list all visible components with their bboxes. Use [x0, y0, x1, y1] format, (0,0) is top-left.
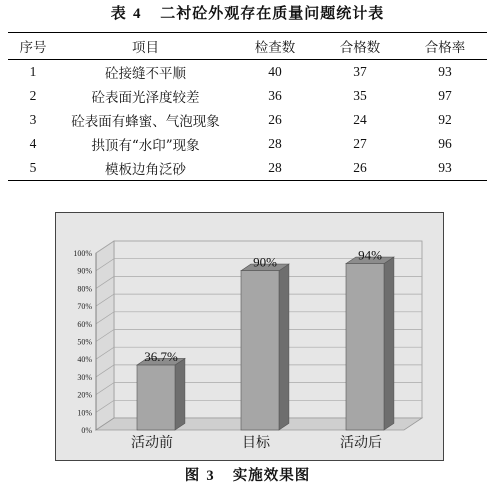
- cell-index: 3: [29, 112, 37, 127]
- quality-stats-table: [8, 32, 487, 181]
- cell-pass-rate: 93: [438, 64, 452, 79]
- y-tick-label: 80%: [77, 284, 92, 294]
- y-tick-label: 10%: [77, 408, 92, 418]
- table-caption-number: 4: [133, 6, 142, 22]
- bar-side: [175, 358, 185, 430]
- table-row: [8, 156, 487, 181]
- y-tick-label: 20%: [77, 390, 92, 400]
- cell-item: 模板边角泛砂: [58, 156, 233, 181]
- cell-item: 拱顶有“水印”现象: [91, 138, 200, 154]
- bar: [137, 365, 175, 430]
- y-tick-label: 60%: [77, 319, 92, 329]
- table-caption-prefix: 表: [110, 4, 127, 22]
- figure-caption-prefix: 图: [184, 467, 201, 484]
- cell-checked: 40: [268, 64, 282, 79]
- cell-index: 1: [29, 64, 37, 79]
- figure-caption: [0, 464, 495, 485]
- header-pass-rate: 合格率: [403, 33, 487, 60]
- cell-passed: 37: [353, 64, 367, 79]
- y-tick-label: 30%: [77, 372, 92, 382]
- data-label: 36.7%: [144, 349, 178, 365]
- cell-passed: 35: [353, 88, 367, 103]
- x-category-label: 活动后: [340, 436, 382, 451]
- header-index: 序号: [8, 33, 58, 60]
- y-tick-label: 90%: [77, 266, 92, 276]
- table-row: [8, 132, 487, 156]
- header-item: 项目: [58, 33, 233, 60]
- cell-passed: 27: [353, 136, 367, 151]
- bar-side: [279, 264, 289, 430]
- y-tick-label: 70%: [77, 302, 92, 312]
- cell-checked: 28: [233, 156, 317, 181]
- cell-item: 砼接缝不平顺: [105, 66, 186, 82]
- cell-pass-rate: 92: [438, 112, 452, 127]
- table-caption-text: 二衬砼外观存在质量问题统计表: [160, 4, 385, 22]
- figure-caption-number: 3: [206, 468, 215, 484]
- table-row: [8, 108, 487, 132]
- cell-item: 砼表面有蜂蜜、气泡现象: [71, 114, 220, 130]
- bar-side: [384, 257, 394, 430]
- y-tick-label: 50%: [77, 337, 92, 347]
- cell-pass-rate: 97: [438, 88, 452, 103]
- x-category-label: 目标: [242, 436, 270, 451]
- cell-pass-rate: 96: [438, 136, 452, 151]
- cell-passed: 24: [353, 112, 367, 127]
- cell-index: 5: [8, 156, 58, 181]
- table-row: [8, 60, 487, 85]
- data-label: 90%: [253, 254, 277, 270]
- bar: [346, 264, 384, 430]
- chart-frame: [55, 212, 444, 461]
- x-category-label: 活动前: [131, 436, 173, 451]
- cell-index: 4: [29, 136, 37, 151]
- figure-caption-text: 实施效果图: [232, 467, 311, 484]
- table-header-row: [8, 33, 487, 60]
- y-tick-label: 40%: [77, 355, 92, 365]
- table-row: [8, 84, 487, 108]
- y-tick-label: 0%: [81, 426, 92, 435]
- y-tick-label: 100%: [73, 249, 92, 258]
- header-checked: 检查数: [233, 33, 317, 60]
- cell-pass-rate: 93: [403, 156, 487, 181]
- header-passed: 合格数: [317, 33, 403, 60]
- bar: [241, 271, 279, 430]
- cell-item: 砼表面光泽度较差: [91, 90, 200, 106]
- cell-checked: 28: [268, 136, 282, 151]
- cell-index: 2: [29, 88, 37, 103]
- cell-passed: 26: [317, 156, 403, 181]
- data-label: 94%: [358, 247, 382, 263]
- cell-checked: 26: [268, 112, 282, 127]
- cell-checked: 36: [268, 88, 282, 103]
- table-caption: [0, 2, 495, 23]
- bar-chart: [56, 213, 443, 460]
